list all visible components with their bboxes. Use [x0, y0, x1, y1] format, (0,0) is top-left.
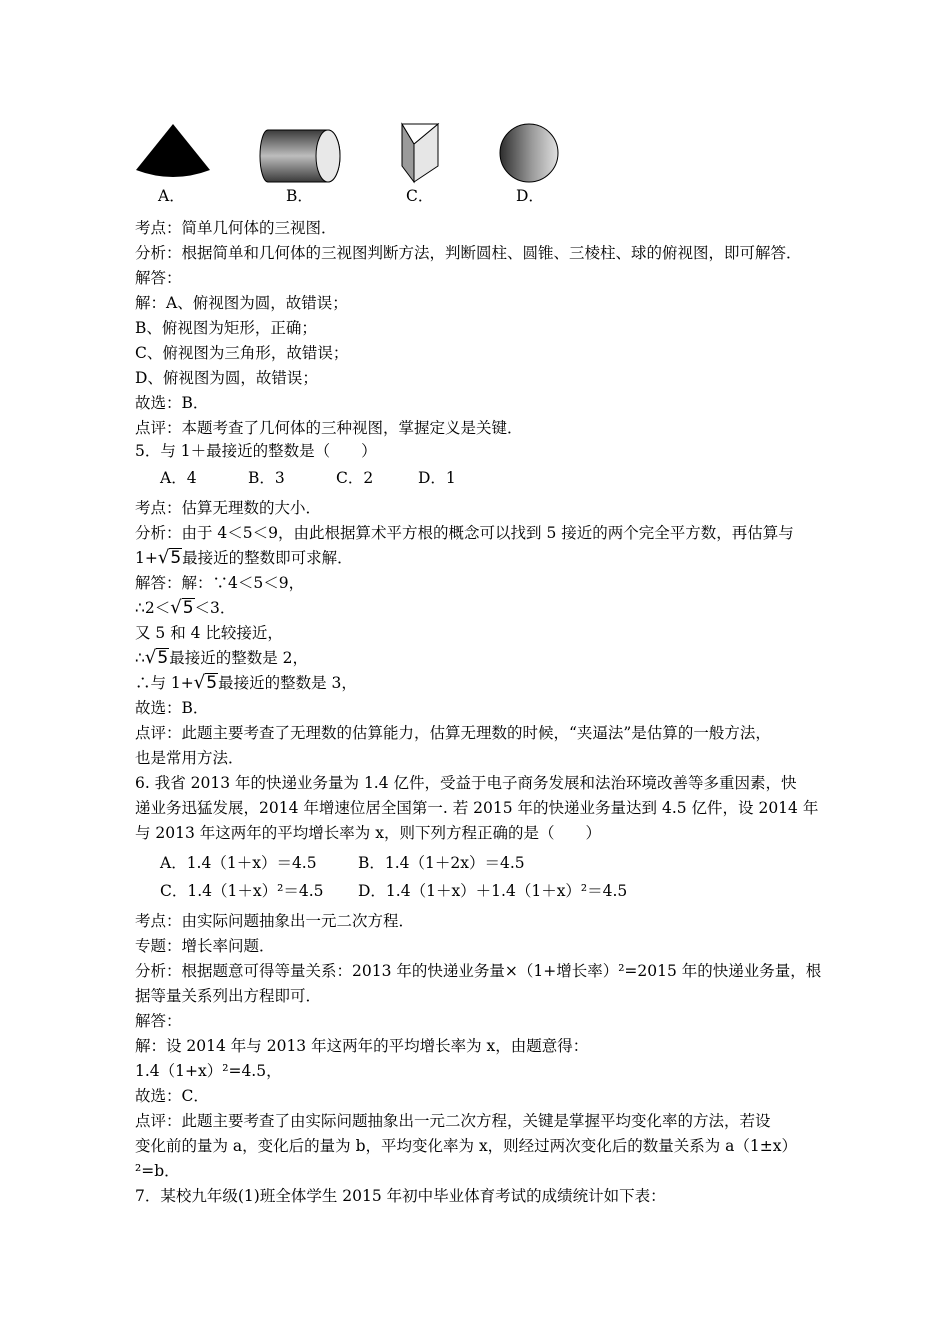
q5-line-4	[135, 648, 308, 668]
q5-line-4-pre: ∴	[135, 649, 145, 667]
q5-dianping-2: 也是常用方法．	[135, 749, 244, 767]
q5-fenxi-2	[135, 548, 353, 568]
q4-dianping: 点评：本题考查了几何体的三种视图，掌握定义是关键．	[135, 419, 523, 437]
figure-label-b: B．	[286, 187, 313, 205]
q6-fenxi-2: 据等量关系列出方程即可．	[135, 987, 322, 1005]
q6-stem-3: 与 2013 年这两年的平均增长率为 x，则下列方程正确的是（ ）	[135, 824, 601, 842]
q5-fenxi-1: 分析：由于 4＜5＜9，由此根据算术平方根的概念可以找到 5 接近的两个完全平方数，再估算与	[135, 524, 794, 542]
prism-figure	[398, 120, 444, 184]
q5-fenxi-2-post: 最接近的整数即可求解．	[182, 549, 353, 567]
q4-kaodian: 考点：简单几何体的三视图．	[135, 219, 337, 237]
q6-option-c: C．1.4（1＋x）²＝4.5	[160, 882, 324, 900]
q4-line-4: D、俯视图为圆，故错误；	[135, 369, 318, 387]
q5-kaodian: 考点：估算无理数的大小．	[135, 499, 322, 517]
q6-dianping-2: 变化前的量为 a，变化后的量为 b，平均变化率为 x，则经过两次变化后的数量关系为 a（1±x）	[135, 1137, 797, 1155]
q7-stem: 7．某校九年级(1)班全体学生 2015 年初中毕业体育考试的成绩统计如下表：	[135, 1187, 666, 1205]
q6-equation: 1.4（1+x）²=4.5，	[135, 1062, 282, 1080]
q5-line-4-post: 最接近的整数是 2，	[169, 649, 308, 667]
q5-line-5-post: 最接近的整数是 3，	[218, 674, 357, 692]
figure-label-c: C．	[406, 187, 434, 205]
cylinder-figure	[258, 128, 344, 184]
q5-dianping-1: 点评：此题主要考查了无理数的估算能力，估算无理数的时候，“夹逼法”是估算的一般方法，	[135, 724, 771, 742]
sqrt-5: √5	[157, 547, 182, 568]
q6-option-a: A．1.4（1＋x）＝4.5	[160, 854, 317, 872]
q5-line-2-post: ＜3．	[194, 599, 236, 617]
q6-kaodian: 考点：由实际问题抽象出一元二次方程．	[135, 912, 415, 930]
q5-fenxi-2-pre: 1+	[135, 549, 158, 567]
cone-figure	[133, 122, 213, 182]
q6-dianping-3: ²=b．	[135, 1162, 180, 1180]
q5-jieda: 解答：解：∵4＜5＜9，	[135, 574, 305, 592]
sphere-figure	[498, 122, 562, 184]
sqrt-5: √5	[193, 672, 218, 693]
q4-line-2: B、俯视图为矩形，正确；	[135, 319, 317, 337]
q6-guxuan: 故选：C．	[135, 1087, 209, 1105]
q6-fenxi-1: 分析：根据题意可得等量关系：2013 年的快递业务量×（1+增长率）²=2015 年的快递业务量，根	[135, 962, 822, 980]
q5-option-a: A．4	[160, 469, 197, 487]
q5-line-5-pre: ∴与 1+	[135, 674, 194, 692]
q6-dianping-1: 点评：此题主要考查了由实际问题抽象出一元二次方程，关键是掌握平均变化率的方法，若设	[135, 1112, 771, 1130]
q5-line-2-pre: ∴2＜	[135, 599, 171, 617]
q4-line-1: 解：A、俯视图为圆，故错误；	[135, 294, 348, 312]
figure-label-d: D．	[516, 187, 544, 205]
q5-option-d: D．1	[418, 469, 456, 487]
q4-line-3: C、俯视图为三角形，故错误；	[135, 344, 349, 362]
sqrt-5: √5	[144, 647, 169, 668]
q6-stem-2: 递业务迅猛发展，2014 年增速位居全国第一. 若 2015 年的快递业务量达到 4.5 亿件，设 2014 年	[135, 799, 819, 817]
q6-jieda: 解答：	[135, 1012, 182, 1030]
q5-option-b: B．3	[248, 469, 285, 487]
q5-line-5	[135, 673, 357, 693]
q5-option-c: C．2	[336, 469, 374, 487]
q4-line-5: 故选：B．	[135, 394, 209, 412]
q6-zhuanti: 专题：增长率问题．	[135, 937, 275, 955]
q5-guxuan: 故选：B．	[135, 699, 209, 717]
q6-option-d: D．1.4（1＋x）＋1.4（1＋x）²＝4.5	[358, 882, 628, 900]
q4-fenxi: 分析：根据简单和几何体的三视图判断方法，判断圆柱、圆锥、三棱柱、球的俯视图，即可解答．	[135, 244, 802, 262]
q6-stem-1: 6. 我省 2013 年的快递业务量为 1.4 亿件，受益于电子商务发展和法治环境改善等多重因素，快	[135, 774, 797, 792]
q6-jie: 解：设 2014 年与 2013 年这两年的平均增长率为 x，由题意得：	[135, 1037, 589, 1055]
q4-jieda: 解答：	[135, 269, 182, 287]
sqrt-5: √5	[170, 597, 194, 618]
q6-option-b: B．1.4（1＋2x）＝4.5	[358, 854, 525, 872]
q5-line-3: 又 5 和 4 比较接近，	[135, 624, 283, 642]
q5-line-2	[135, 598, 235, 618]
q5-stem: 5．与 1＋最接近的整数是（ ）	[135, 442, 377, 460]
figure-label-a: A．	[158, 187, 185, 205]
